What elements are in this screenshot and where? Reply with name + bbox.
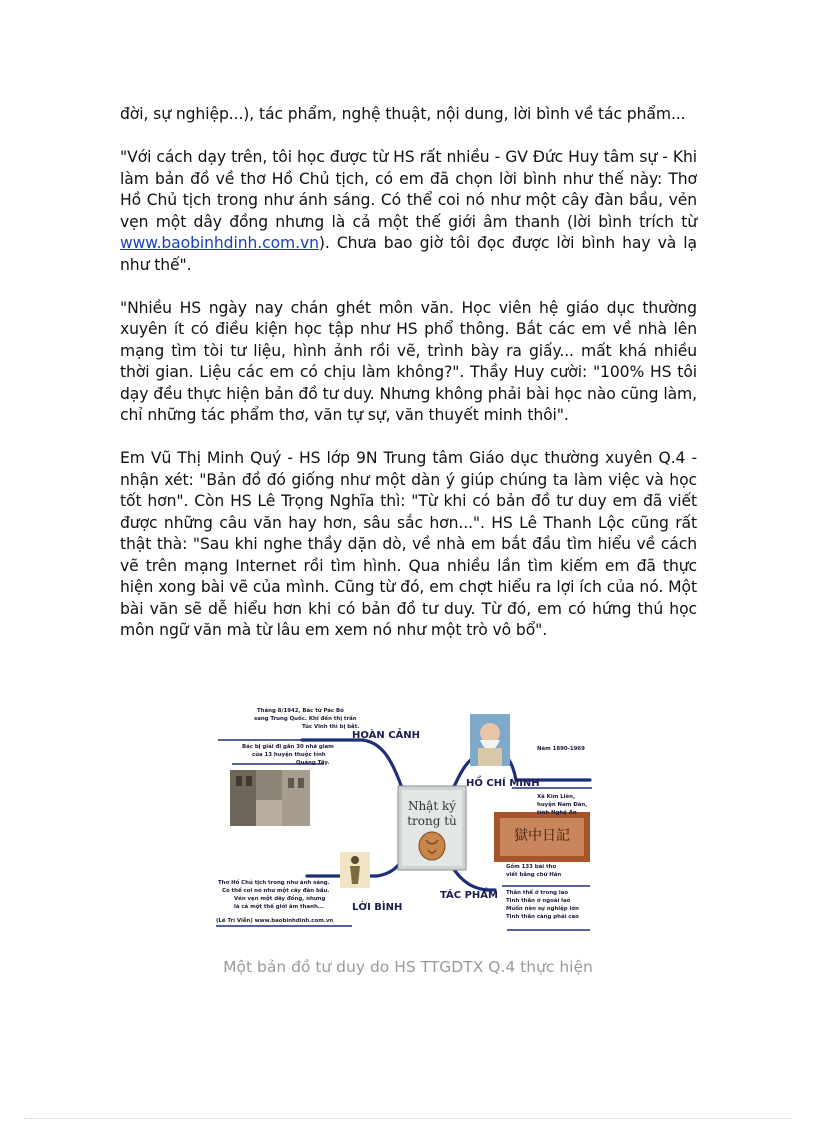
diary-cover-title: 獄中日記 (514, 828, 570, 844)
mind-map-note-text: Bác bị giải đi gần 30 nhà giam (242, 744, 334, 750)
mind-map-note-text: Xã Kim Liên, (537, 794, 576, 800)
mind-map-note-text: huyện Nam Đàn, (537, 802, 588, 808)
mind-map-note-text: Túc Vinh thì bị bắt. (302, 724, 360, 730)
page-footer-divider (24, 1118, 792, 1119)
figure-caption: Một bản đồ tư duy do HS TTGDTX Q.4 thực hiện (223, 958, 593, 976)
mind-map-note-text: Thân thể ở trong lao (506, 890, 569, 896)
branch-loi-binh: LỜI BÌNH (352, 902, 403, 913)
branch-tac-pham: TÁC PHẨM (440, 890, 498, 901)
paragraph-students-challenge: "Nhiều HS ngày nay chán ghét môn văn. Học viên hệ giáo dục thường xuyên ít có điều kiện học tập như HS phổ thông. Bắt các em về nhà lên mạng tìm tòi tư liệu, hình ảnh rồi vẽ, trình bày ra giấy... mất khá nhiều thời gian. Liệu các em có chịu làm không?". Thầy Huy cười: "100% HS tôi dạy đều thực hiện bản đồ tư duy. Nhưng không phải bài học nào cũng làm, chỉ những tác phẩm thơ, văn tự sự, văn thuyết minh thôi". (120, 298, 697, 424)
mind-map-center-subtitle: trong tù (407, 814, 457, 828)
mind-map-center-book (398, 786, 466, 870)
mind-map-note-text: Tháng 8/1942, Bác từ Pác Bó (257, 708, 344, 714)
mind-map-note-text: Có thể coi nó như một cây đàn bầu. (222, 888, 330, 894)
mind-map-note-text: (Lê Trí Viễn) www.baobinhdinh.com.vn (216, 918, 334, 924)
mind-map-note-text: viết bằng chữ Hán (506, 872, 562, 878)
branch-ho-chi-minh: HỒ CHÍ MINH (466, 778, 540, 789)
paragraph-intro: đời, sự nghiệp...), tác phẩm, nghệ thuật, nội dung, lời bình về tác phẩm... (120, 105, 686, 123)
mind-map-note-text: Tinh thần càng phải cao (506, 914, 579, 920)
poet-figure-image (340, 852, 370, 888)
paragraph-teacher-quote-part1: "Với cách dạy trên, tôi học được từ HS rất nhiều - GV Đức Huy tâm sự - Khi làm bản đồ về thơ Hồ Chủ tịch, có em đã chọn lời bình như thế này: Thơ Hồ Chủ tịch trong như ánh sáng. Có thể coi nó như một cây đàn bầu, vẻn vẹn một dây đồng nhưng là cả một thế giới âm thanh (lời bình trích từ (120, 148, 697, 231)
prison-photo (230, 770, 310, 826)
mind-map-note-text: Muốn nên sự nghiệp lớn (506, 906, 579, 912)
mind-map-note-text: Gồm 133 bài thơ (506, 864, 557, 870)
article-body (120, 104, 697, 663)
portrait-image (470, 714, 510, 766)
baobinhdinh-link[interactable]: www.baobinhdinh.com.vn (120, 234, 319, 252)
mind-map-image (212, 700, 608, 936)
branch-hoan-canh: HOÀN CẢNH (352, 730, 421, 741)
mind-map-note-text: tỉnh Nghệ An (537, 810, 577, 816)
mind-map-note-text: Vẻn vẹn một dây đồng, nhưng (234, 896, 326, 902)
paragraph-teacher-quote (120, 147, 697, 276)
paragraph-teacher-quote-part2: ). Chưa bao giờ tôi đọc được lời bình hay và lạ như thế". (120, 234, 697, 274)
mind-map-note-text: Quảng Tây. (296, 760, 330, 766)
mind-map-note-text: của 13 huyện thuộc tỉnh (252, 752, 326, 758)
mind-map-note-text: Tinh thần ở ngoài lao (506, 898, 571, 904)
diary-cover-photo (494, 812, 590, 862)
mind-map-note-text: Thơ Hồ Chủ tịch trong như ánh sáng. (218, 880, 330, 886)
mind-map-note-text: là cả một thế giới âm thanh... (234, 904, 324, 910)
mind-map-note-text: sang Trung Quốc. Khi đến thị trấn (254, 716, 357, 722)
loi-binh-notes (216, 878, 333, 924)
paragraph-student-comments: Em Vũ Thị Minh Quý - HS lớp 9N Trung tâm Giáo dục thường xuyên Q.4 - nhận xét: "Bản đồ đó giống như một dàn ý giúp chúng ta làm việc và học tốt hơn". Còn HS Lê Trọng Nghĩa thì: "Từ khi có bản đồ tư duy em đã viết được những câu văn hay hơn, sâu sắc hơn...". HS Lê Thanh Lộc cũng rất thật thà: "Sau khi nghe thầy dặn dò, về nhà em bắt đầu tìm hiểu về cách vẽ trên mạng Internet rồi tìm hình. Qua nhiều lần tìm kiếm em đã thực hiện xong bài vẽ của mình. Cũng từ đó, em chợt hiểu ra lợi ích của nó. Một bài văn sẽ dễ hiểu hơn khi có bản đồ tư duy. Từ đó, em có hứng thú học môn ngữ văn mà từ lâu em xem nó như một trò vô bổ". (120, 449, 697, 639)
mind-map-center-title: Nhật ký (407, 799, 457, 813)
mind-map-note-text: Năm 1890-1969 (537, 746, 585, 752)
